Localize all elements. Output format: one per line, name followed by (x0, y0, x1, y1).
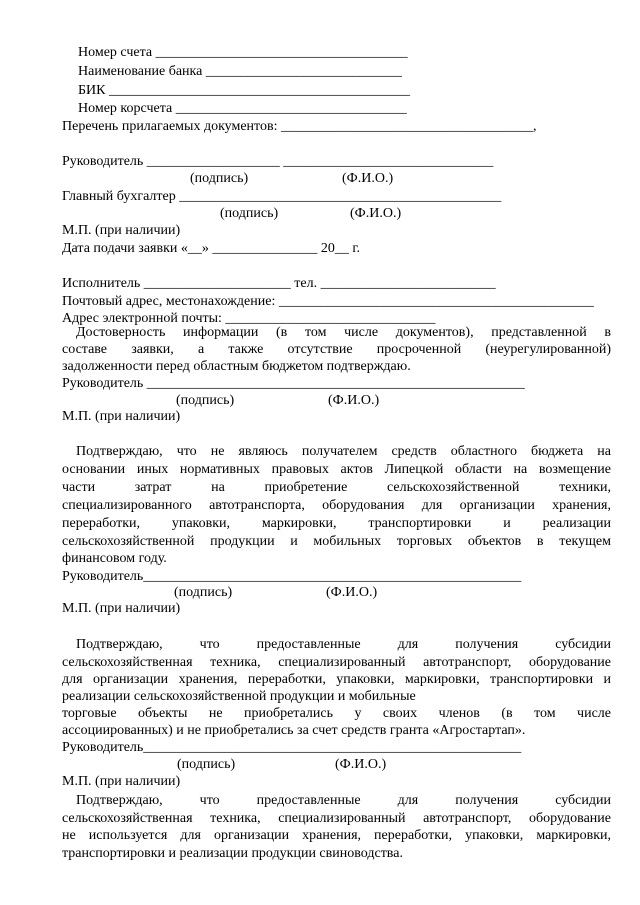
documents-list-line: Перечень прилагаемых документов: ____________________________________, (62, 119, 537, 134)
reliability-paragraph-line: составе заявки, а также отсутствие просроченной (неурегулированной) (62, 342, 611, 357)
confirmation-paragraph-line: ассоциированных) и не приобретались за счет средств гранта «Агростартап». (62, 723, 526, 738)
fio-caption: (Ф.И.О.) (328, 393, 380, 408)
confirmation-paragraph-line: Подтверждаю, что предоставленные для получения субсидии (76, 793, 611, 808)
bank-name-line: Наименование банка ____________________________ (78, 64, 402, 79)
accountant-signature-line: Главный бухгалтер ______________________________________________ (62, 189, 502, 204)
seal-note: М.П. (при наличии) (62, 601, 181, 616)
reliability-paragraph-line: Достоверность информации (в том числе документов), представленной в (76, 325, 611, 340)
account-number-line: Номер счета ____________________________________ (78, 45, 408, 60)
confirmation-paragraph-line: финансовом году. (62, 551, 167, 566)
postal-address-line: Почтовый адрес, местонахождение: _____________________________________________ (62, 294, 594, 309)
confirmation-paragraph-line: переработки, упаковки, маркировки, транспортировки и реализации (62, 516, 611, 531)
manager-signature-line: Руководитель ______________________________________________________ (62, 376, 525, 391)
fio-caption: (Ф.И.О.) (326, 585, 378, 600)
fio-caption: (Ф.И.О.) (350, 206, 402, 221)
corr-account-line: Номер корсчета _________________________________ (78, 101, 407, 116)
confirmation-paragraph-line: сельскохозяйственная техника, специализированный автотранспорт, оборудование (62, 655, 611, 670)
seal-note: М.П. (при наличии) (62, 774, 181, 789)
signature-caption: (подпись) (177, 757, 236, 772)
confirmation-paragraph-line: части затрат на приобретение сельскохозяйственной техники, (62, 480, 611, 495)
application-date-line: Дата подачи заявки «__» _______________ 20__ г. (62, 241, 361, 256)
seal-note: М.П. (при наличии) (62, 409, 181, 424)
confirmation-paragraph-line: сельскохозяйственной продукции и мобильных торговых объектов в текущем (62, 534, 611, 549)
confirmation-paragraph-line: Подтверждаю, что предоставленные для получения субсидии (76, 637, 611, 652)
manager-signature-line: Руководитель ___________________ ______________________________ (62, 154, 494, 169)
confirmation-paragraph-line: Подтверждаю, что не являюсь получателем средств областного бюджета на (76, 444, 611, 459)
seal-note: М.П. (при наличии) (62, 223, 181, 238)
signature-caption: (подпись) (190, 171, 249, 186)
confirmation-paragraph-line: транспортировки и реализации продукции свиноводства. (62, 846, 403, 861)
executor-line: Исполнитель _____________________ тел. _________________________ (62, 276, 496, 291)
fio-caption: (Ф.И.О.) (342, 171, 394, 186)
signature-caption: (подпись) (176, 393, 235, 408)
manager-signature-line: Руководитель______________________________________________________ (62, 569, 522, 584)
confirmation-paragraph-line: сельскохозяйственная техника, специализированный автотранспорт, оборудование (62, 811, 611, 826)
reliability-paragraph-line: задолженности перед областным бюджетом подтверждаю. (62, 359, 411, 374)
email-line: Адрес электронной почты: ______________________________ (62, 311, 436, 326)
confirmation-paragraph-line: основании иных нормативных правовых актов Липецкой области на возмещение (62, 462, 611, 477)
confirmation-paragraph-line: для организации хранения, переработки, упаковки, маркировки, транспортировки и (62, 672, 611, 687)
manager-signature-line: Руководитель______________________________________________________ (62, 740, 522, 755)
bik-line: БИК ___________________________________________ (78, 83, 410, 98)
confirmation-paragraph-line: специализированного автотранспорта, оборудования для организации хранения, (62, 498, 611, 513)
signature-caption: (подпись) (174, 585, 233, 600)
fio-caption: (Ф.И.О.) (335, 757, 387, 772)
confirmation-paragraph-line: не используется для организации хранения, переработки, упаковки, маркировки, (62, 828, 611, 843)
confirmation-paragraph-line: торговые объекты не приобретались у своих членов (в том числе (62, 706, 611, 721)
signature-caption: (подпись) (220, 206, 279, 221)
confirmation-paragraph-line: реализации сельскохозяйственной продукции и мобильные (62, 689, 416, 704)
